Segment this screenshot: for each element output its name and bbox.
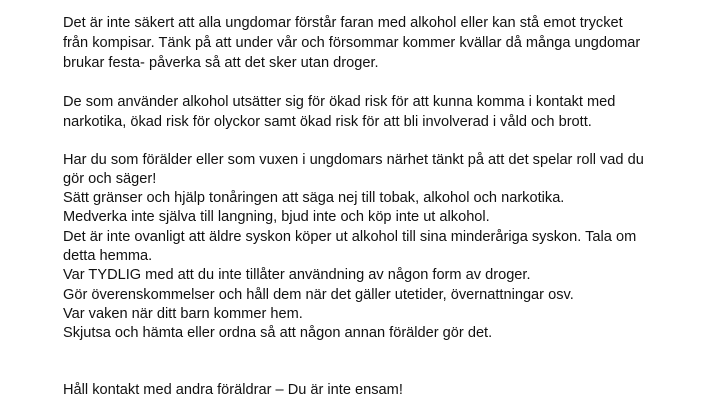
text-line: från kompisar. Tänk på att under vår och försommar kommer kvällar då många ungdomar [63, 35, 641, 51]
text-line: detta hemma. [63, 248, 153, 264]
text-line: Skjutsa och hämta eller ordna så att någon annan förälder gör det. [63, 325, 493, 341]
text-line: gör och säger! [63, 171, 157, 187]
text-line: Medverka inte själva till langning, bjud inte och köp inte ut alkohol. [63, 209, 490, 225]
text-line: Var vaken när ditt barn kommer hem. [63, 306, 303, 322]
text-line: Det är inte säkert att alla ungdomar förstår faran med alkohol eller kan stå emot trycket [63, 15, 623, 31]
text-line: De som använder alkohol utsätter sig för ökad risk för att kunna komma i kontakt med [63, 94, 616, 110]
text-line: Sätt gränser och hjälp tonåringen att säga nej till tobak, alkohol och narkotika. [63, 190, 565, 206]
text-line: narkotika, ökad risk för olyckor samt ökad risk för att bli involverad i våld och brott. [63, 114, 592, 130]
closing-line: Håll kontakt med andra föräldrar – Du är inte ensam! [63, 382, 403, 398]
text-line: brukar festa- påverka så att det sker utan droger. [63, 55, 379, 71]
text-line: Var TYDLIG med att du inte tillåter användning av någon form av droger. [63, 267, 531, 283]
text-line: Det är inte ovanligt att äldre syskon köper ut alkohol till sina minderåriga syskon. Tala om [63, 229, 637, 245]
text-line: Har du som förälder eller som vuxen i ungdomars närhet tänkt på att det spelar roll vad du [63, 152, 644, 168]
text-line: Gör överenskommelser och håll dem när det gäller utetider, övernattningar osv. [63, 287, 574, 303]
